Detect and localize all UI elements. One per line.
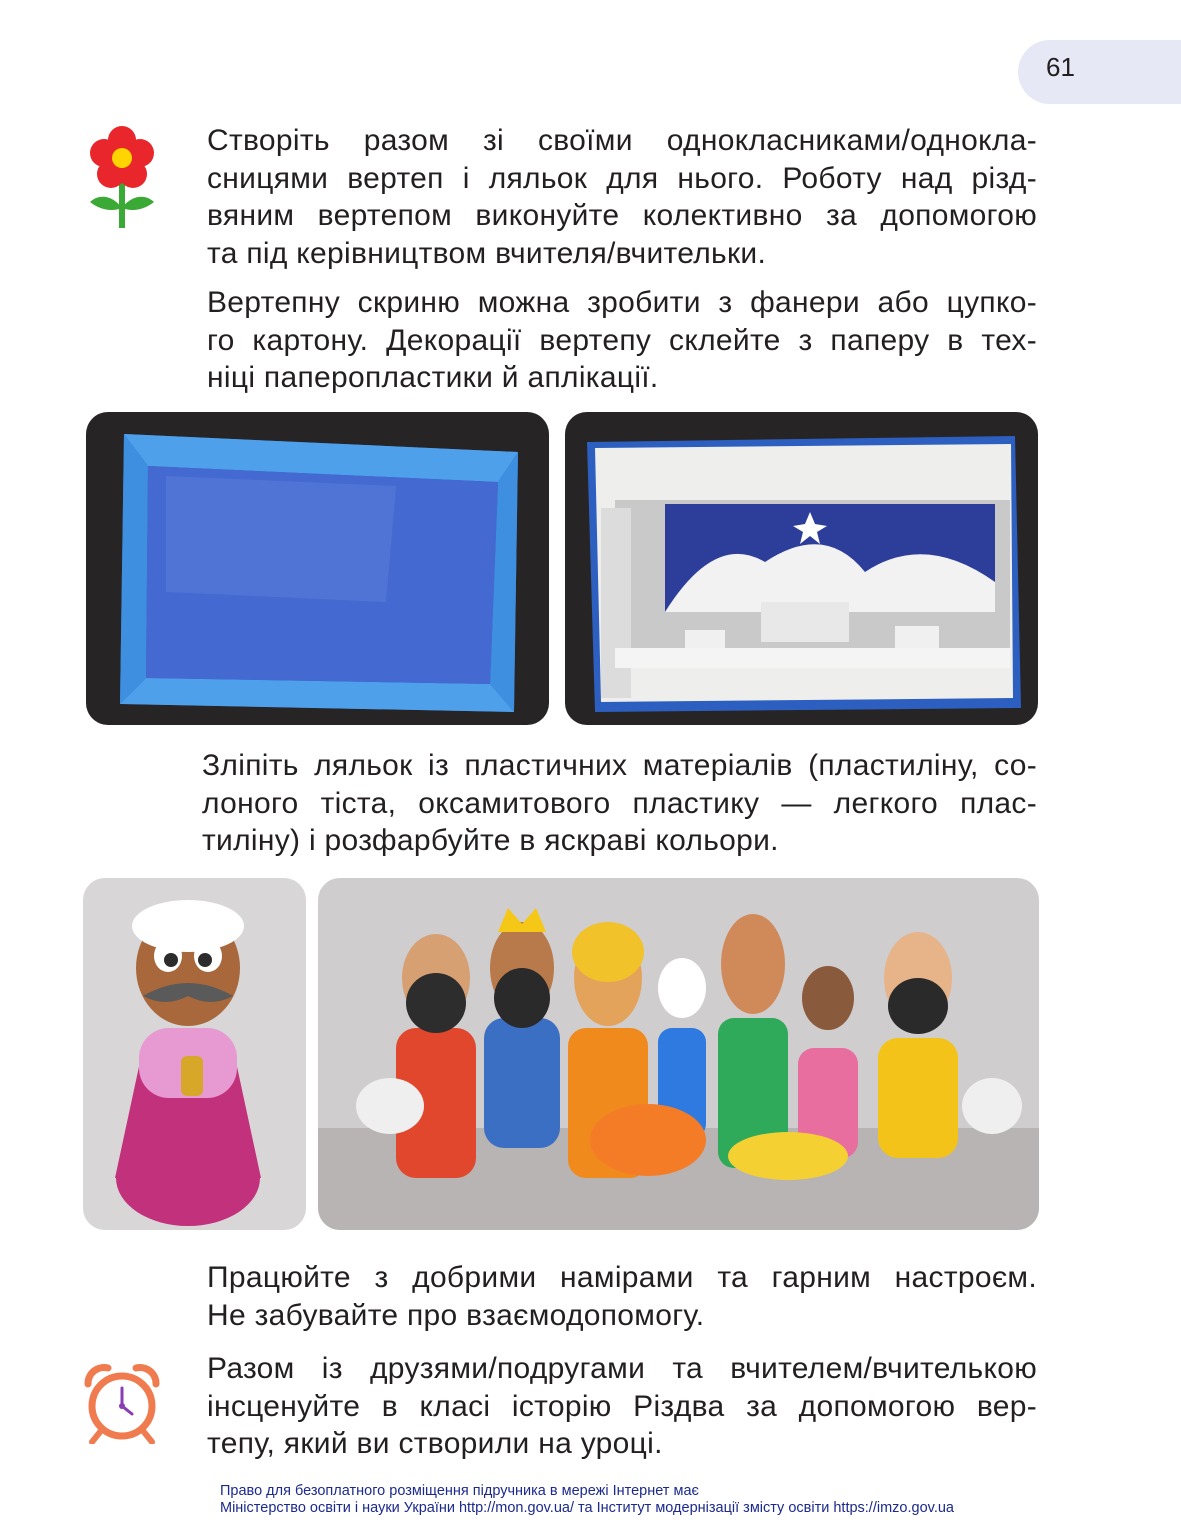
paragraph-line: інсценуйте в класі історію Різдва за допомогою вер- bbox=[207, 1389, 1037, 1423]
alarm-clock-icon bbox=[82, 1362, 162, 1444]
paragraph-create-nativity bbox=[207, 122, 1037, 272]
paragraph-line: го картону. Декорації вертепу склейте з паперу в тех- bbox=[207, 323, 1037, 357]
paragraph-line: Вертепну скриню можна зробити з фанери або цупко- bbox=[207, 286, 1037, 319]
paragraph-line: лоного тіста, оксамитового пластику — легкого плас- bbox=[202, 786, 1037, 820]
page-number-tab bbox=[1018, 40, 1181, 104]
photo-blue-box bbox=[86, 412, 549, 725]
paragraph-line: тиліну) і розфарбуйте в яскраві кольори. bbox=[202, 824, 779, 857]
photo-paper-nativity-scene bbox=[565, 412, 1038, 725]
paragraph-good-intentions bbox=[207, 1259, 1037, 1334]
flower-icon bbox=[86, 126, 158, 230]
paragraph-line: Не забувайте про взаємодопомогу. bbox=[207, 1298, 705, 1332]
paragraph-line: Працюйте з добрими намірами та гарним настроєм. bbox=[207, 1261, 1037, 1294]
paragraph-line: ніці паперопластики й аплікації. bbox=[207, 361, 659, 394]
paragraph-line: сницями вертеп і ляльок для нього. Роботу над різд- bbox=[207, 161, 1037, 195]
paragraph-line: вяним вертепом виконуйте колективно за допомогою bbox=[207, 199, 1037, 232]
paragraph-line: Зліпіть ляльок із пластичних матеріалів (пластиліну, со- bbox=[202, 749, 1037, 782]
paragraph-line: Разом із друзями/подругами та вчителем/вчителькою bbox=[207, 1352, 1037, 1385]
paragraph-mold-puppets bbox=[202, 747, 1037, 860]
paragraph-nativity-box bbox=[207, 284, 1037, 397]
paragraph-line: Створіть разом зі своїми однокласниками/однокла- bbox=[207, 124, 1037, 157]
paragraph-stage-story bbox=[207, 1350, 1037, 1463]
page-number: 61 bbox=[1046, 52, 1075, 82]
paragraph-line: тепу, який ви створили на уроці. bbox=[207, 1427, 663, 1460]
footer-line: Міністерство освіти і науки України http://mon.gov.ua/ та Інститут модернізації змісту освіти https://imzo.gov.ua bbox=[220, 1500, 954, 1516]
footer-copyright bbox=[220, 1483, 954, 1517]
paragraph-line: та під керівництвом вчителя/вчительки. bbox=[207, 236, 767, 270]
photo-nativity-figurines-group bbox=[318, 878, 1039, 1230]
footer-line: Право для безоплатного розміщення підручника в мережі Інтернет має bbox=[220, 1483, 699, 1499]
photo-king-figurine bbox=[83, 878, 306, 1230]
